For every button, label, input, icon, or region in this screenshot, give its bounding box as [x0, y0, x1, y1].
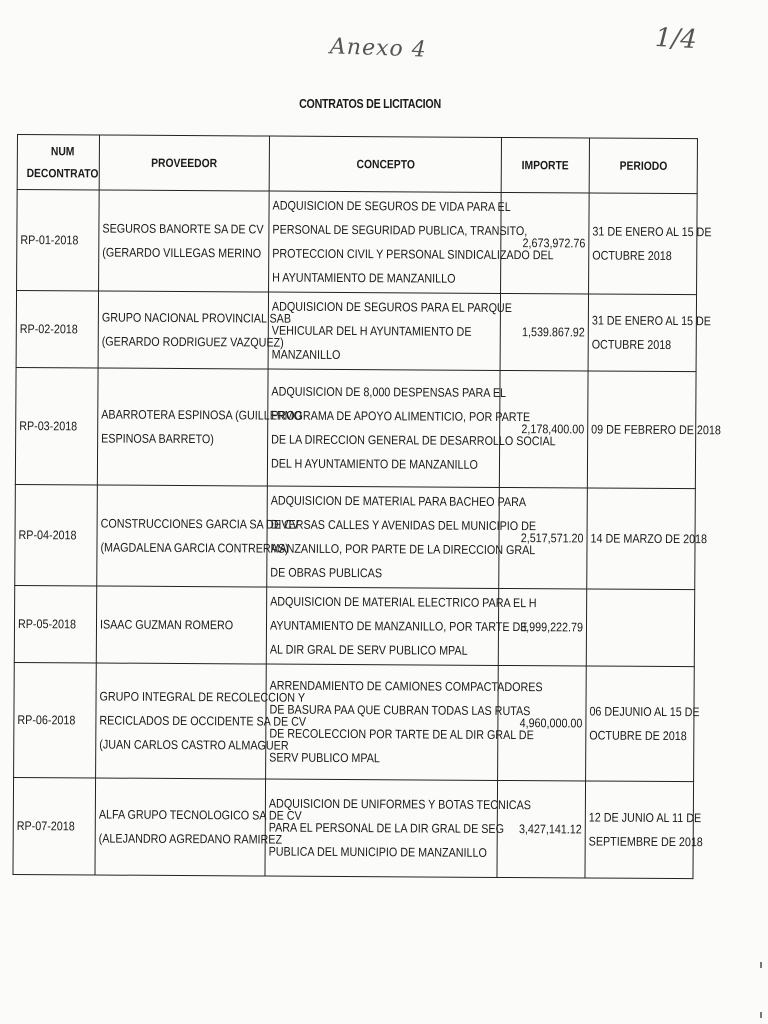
importe-value: 2,517,571.20 — [520, 531, 584, 546]
cell-proveedor — [98, 291, 292, 369]
periodo-line: 12 DE JUNIO AL 11 DE — [588, 810, 702, 826]
header-proveedor — [99, 135, 269, 191]
periodo-line: OCTUBRE DE 2018 — [589, 728, 687, 744]
header-concepto-text: CONCEPTO — [356, 157, 415, 172]
concepto-line: PROGRAMA DE APOYO ALIMENTICIO, POR PARTE — [271, 408, 531, 425]
proveedor-line: ABARROTERA ESPINOSA (GUILLERMO — [101, 407, 303, 423]
table-row — [17, 190, 698, 295]
contrato-number: RP-02-2018 — [19, 322, 78, 337]
concepto-line: ARRENDAMIENTO DE CAMIONES COMPACTADORES — [269, 678, 543, 695]
proveedor-line: SEGUROS BANORTE SA DE CV — [102, 221, 264, 237]
cell-periodo — [587, 371, 721, 489]
proveedor-line: (MAGDALENA GARCIA CONTRERAS) — [100, 540, 289, 556]
contrato-number: RP-07-2018 — [16, 819, 75, 834]
header-num-line1: NUM DE — [26, 144, 75, 181]
periodo-line: 31 DE ENERO AL 15 DE — [592, 224, 712, 240]
cell-contrato — [15, 367, 98, 484]
concepto-line: DE LA DIRECCION GENERAL DE DESARROLLO SOCIAL — [271, 432, 556, 449]
contrato-number: RP-01-2018 — [20, 233, 79, 248]
concepto-line: ADQUISICION DE SEGUROS PARA EL PARQUE — [271, 299, 512, 316]
proveedor-line: (JUAN CARLOS CASTRO ALMAGUER — [99, 737, 289, 753]
periodo-line: SEPTIEMBRE DE 2018 — [588, 834, 703, 850]
proveedor-line: CONSTRUCCIONES GARCIA SA DE CV — [100, 516, 299, 532]
concepto-line: H AYUNTAMIENTO DE MANZANILLO — [272, 270, 456, 286]
proveedor-line: RECICLADOS DE OCCIDENTE SA DE CV — [99, 713, 307, 729]
importe-value: 4,960,000.00 — [519, 716, 583, 731]
contrato-number: RP-06-2018 — [17, 713, 76, 728]
concepto-line: DE BASURA PAA QUE CUBRAN TODAS LAS RUTAS — [269, 702, 531, 719]
concepto-line: ADQUISICION DE 8,000 DESPENSAS PARA EL — [271, 384, 507, 400]
proveedor-line: ESPINOSA BARRETO) — [101, 431, 214, 447]
proveedor-line: (GERARDO RODRIGUEZ VAZQUEZ) — [101, 334, 284, 350]
header-periodo — [589, 138, 697, 194]
proveedor-line: ALFA GRUPO TECNOLOGICO SA DE CV — [98, 807, 302, 823]
cell-periodo — [585, 781, 703, 879]
page-number-handwritten: 1/4 — [654, 22, 698, 56]
table-row — [13, 777, 694, 878]
cell-periodo-empty — [586, 589, 694, 667]
scan-edge-mark — [760, 962, 762, 968]
concepto-line: PROTECCION CIVIL Y PERSONAL SINDICALIZADO DEL — [272, 246, 554, 263]
concepto-line: DIVERSAS CALLES Y AVENIDAS DEL MUNICIPIO DE — [270, 517, 537, 534]
cell-contrato — [16, 291, 98, 368]
table-row — [16, 291, 696, 372]
cell-importe — [500, 293, 588, 371]
concepto-line: MANZANILLO — [271, 347, 341, 362]
concepto-line: ADQUISICION DE MATERIAL PARA BACHEO PARA — [270, 493, 527, 510]
concepto-line: ADQUISICION DE UNIFORMES Y BOTAS TECNICAS — [268, 796, 531, 813]
cell-periodo — [587, 488, 708, 590]
concepto-line: PUBLICA DEL MUNICIPIO DE MANZANILLO — [268, 844, 487, 860]
contrato-number: RP-04-2018 — [18, 528, 77, 543]
periodo-line: OCTUBRE 2018 — [592, 248, 672, 264]
periodo-line: OCTUBRE 2018 — [591, 337, 672, 353]
header-num-line2: CONTRATO — [40, 166, 99, 181]
concepto-line: ADQUISICION DE SEGUROS DE VIDA PARA EL — [272, 198, 511, 215]
concepto-line: MANZANILLO, POR PARTE DE LA DIRECCION GRAL — [270, 541, 536, 558]
concepto-line: AL DIR GRAL DE SERV PUBLICO MPAL — [269, 642, 468, 658]
concepto-line: PERSONAL DE SEGURIDAD PUBLICA, TRANSITO, — [272, 222, 528, 239]
cell-contrato — [14, 662, 97, 777]
cell-concepto — [266, 587, 537, 665]
concepto-line: DE RECOLECCION POR TARTE DE AL DIR GRAL DE — [269, 726, 534, 743]
document-title-text: CONTRATOS DE LICITACION — [299, 96, 441, 111]
table-header-row — [17, 135, 697, 194]
importe-value: 2,673,972.76 — [522, 236, 586, 251]
importe-value: 3,427,141.12 — [518, 822, 582, 837]
table-row — [15, 484, 696, 589]
cell-periodo — [586, 666, 700, 782]
contrato-number: RP-05-2018 — [17, 617, 77, 632]
table-body — [13, 190, 721, 879]
concepto-line: DEL H AYUNTAMIENTO DE MANZANILLO — [270, 456, 478, 472]
proveedor-line: (GERARDO VILLEGAS MERINO — [102, 245, 262, 261]
table-row — [14, 662, 695, 781]
proveedor-line: ISAAC GUZMAN ROMERO — [99, 617, 234, 633]
document-title — [288, 96, 452, 111]
scan-edge-mark — [760, 1012, 762, 1018]
concepto-line: SERV PUBLICO MPAL — [269, 750, 380, 766]
cell-proveedor — [96, 586, 266, 664]
periodo-line: 06 DEJUNIO AL 15 DE — [589, 704, 700, 720]
cell-proveedor — [96, 663, 307, 779]
periodo-line: 14 DE MARZO DE 2018 — [590, 531, 708, 547]
periodo-line: 09 DE FEBRERO DE 2018 — [591, 422, 721, 438]
cell-proveedor — [95, 778, 302, 876]
cell-proveedor — [97, 485, 299, 587]
contracts-table-wrapper — [12, 134, 721, 879]
cell-contrato — [14, 585, 96, 662]
importe-value: 2,178,400.00 — [521, 422, 585, 437]
proveedor-line: GRUPO INTEGRAL DE RECOLECCION Y — [99, 689, 306, 705]
cell-periodo — [588, 294, 712, 372]
contrato-number: RP-03-2018 — [19, 419, 78, 434]
importe-value: 1,539.867.92 — [521, 325, 585, 340]
cell-concepto — [266, 664, 543, 780]
cell-contrato — [15, 484, 98, 585]
proveedor-line: GRUPO NACIONAL PROVINCIAL SAB — [101, 310, 292, 326]
table-row — [14, 585, 694, 666]
cell-contrato — [13, 777, 96, 874]
header-num-contrato — [17, 135, 99, 190]
header-proveedor-text: PROVEEDOR — [151, 155, 218, 171]
cell-proveedor — [97, 368, 303, 486]
header-importe — [501, 137, 589, 193]
contracts-table — [12, 134, 721, 879]
periodo-line: 31 DE ENERO AL 15 DE — [591, 313, 712, 329]
concepto-line: ADQUISICION DE MATERIAL ELECTRICO PARA EL H — [270, 594, 537, 611]
cell-concepto — [267, 486, 537, 588]
concepto-line: VEHICULAR DEL H AYUNTAMIENTO DE — [271, 323, 472, 339]
cell-concepto — [265, 779, 531, 877]
header-periodo-text: PERIODO — [619, 158, 668, 173]
concepto-line: DE OBRAS PUBLICAS — [270, 565, 383, 581]
cell-concepto — [268, 292, 512, 370]
concepto-line: PARA EL PERSONAL DE LA DIR GRAL DE SEG — [268, 820, 505, 836]
proveedor-line: (ALEJANDRO AGREDANO RAMIREZ — [98, 831, 283, 847]
header-concepto — [269, 136, 501, 192]
concepto-line: AYUNTAMIENTO DE MANZANILLO, POR TARTE DE — [269, 618, 528, 635]
cell-proveedor — [99, 190, 270, 292]
importe-value: 3,999,222.79 — [520, 620, 584, 635]
cell-contrato — [17, 190, 100, 291]
header-importe-text: IMPORTE — [521, 158, 569, 173]
table-row — [15, 367, 696, 488]
cell-periodo — [589, 193, 712, 295]
annex-handwritten-label: Anexo 4 — [329, 34, 428, 63]
